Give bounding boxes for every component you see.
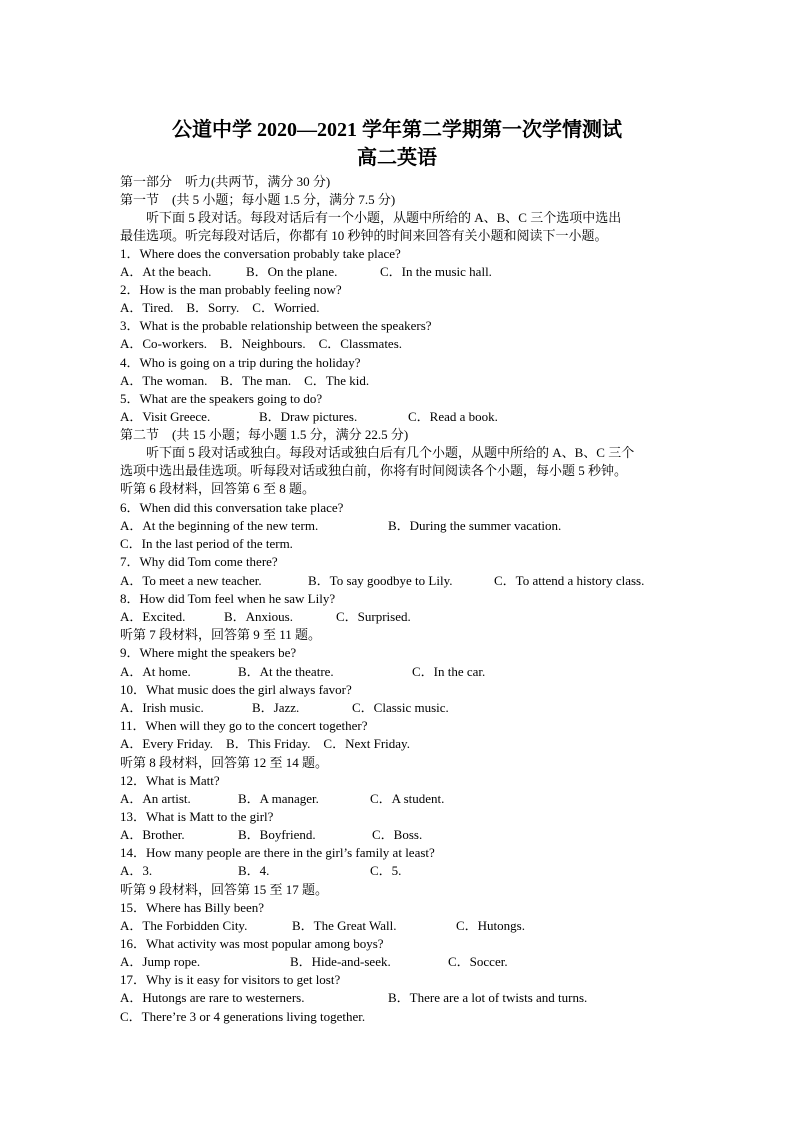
option: A．Jump rope.: [120, 954, 201, 969]
option: B．4.: [238, 863, 270, 878]
option: B．There are a lot of twists and turns.: [388, 990, 588, 1005]
options-line: A．The woman. B．The man. C．The kid.: [120, 373, 370, 388]
section-heading: 第一节 (共 5 小题；每小题 1.5 分，满分 7.5 分): [120, 192, 396, 207]
question: 8．How did Tom feel when he saw Lily?: [120, 591, 336, 606]
question: 13．What is Matt to the girl?: [120, 809, 274, 824]
question: 17．Why is it easy for visitors to get lost?: [120, 972, 341, 987]
option: C．Classic music.: [352, 700, 449, 715]
option: C．Soccer.: [448, 954, 508, 969]
option: C．Surprised.: [336, 609, 411, 624]
option: A．Visit Greece.: [120, 409, 211, 424]
option: B．Anxious.: [224, 609, 293, 624]
question: 7．Why did Tom come there?: [120, 554, 278, 569]
option: A．To meet a new teacher.: [120, 573, 262, 588]
instructions-line: 选项中选出最佳选项。听每段对话或独白前，你将有时间阅读各个小题，每小题 5 秒钟。: [120, 463, 628, 478]
page-subtitle: 高二英语: [357, 147, 437, 169]
options-line: A．Every Friday. B．This Friday. C．Next Friday.: [120, 736, 410, 751]
options-line: A．Tired. B．Sorry. C．Worried.: [120, 300, 320, 315]
option: A．At the beginning of the new term.: [120, 518, 319, 533]
material-heading: 听第 8 段材料，回答第 12 至 14 题。: [120, 755, 329, 770]
option: A．Excited.: [120, 609, 186, 624]
option: C．To attend a history class.: [494, 573, 645, 588]
option: C．Boss.: [372, 827, 423, 842]
option: C．In the music hall.: [380, 264, 492, 279]
option: B．On the plane.: [246, 264, 338, 279]
option: A．The Forbidden City.: [120, 918, 248, 933]
question: 12．What is Matt?: [120, 773, 220, 788]
option: C．Read a book.: [408, 409, 498, 424]
option: B．At the theatre.: [238, 664, 334, 679]
option: A．Brother.: [120, 827, 185, 842]
option: A．An artist.: [120, 791, 191, 806]
option: C．In the car.: [412, 664, 486, 679]
option: B．The Great Wall.: [292, 918, 397, 933]
question: 16．What activity was most popular among boys?: [120, 936, 384, 951]
material-heading: 听第 7 段材料，回答第 9 至 11 题。: [120, 627, 322, 642]
section-heading: 第二节 (共 15 小题；每小题 1.5 分，满分 22.5 分): [120, 427, 409, 442]
option: B．To say goodbye to Lily.: [308, 573, 453, 588]
option: C．In the last period of the term.: [120, 536, 293, 551]
option: A．Hutongs are rare to westerners.: [120, 990, 305, 1005]
option: C．5.: [370, 863, 402, 878]
option: C．There’re 3 or 4 generations living together.: [120, 1009, 366, 1024]
option: B．Draw pictures.: [259, 409, 358, 424]
option: B．Boyfriend.: [238, 827, 316, 842]
question: 11．When will they go to the concert together?: [120, 718, 368, 733]
option: C．A student.: [370, 791, 445, 806]
question: 10．What music does the girl always favor?: [120, 682, 352, 697]
option: A．Irish music.: [120, 700, 204, 715]
material-heading: 听第 9 段材料，回答第 15 至 17 题。: [120, 882, 329, 897]
option: B．Jazz.: [252, 700, 300, 715]
part-heading: 第一部分 听力(共两节，满分 30 分): [120, 174, 331, 189]
question: 9．Where might the speakers be?: [120, 645, 297, 660]
question: 15．Where has Billy been?: [120, 900, 265, 915]
instructions-line: 听下面 5 段对话或独白。每段对话或独白后有几个小题，从题中所给的 A、B、C 三个: [146, 445, 635, 460]
option: A．At home.: [120, 664, 191, 679]
option: B．Hide-and-seek.: [290, 954, 391, 969]
options-line: A．Co-workers. B．Neighbours. C．Classmates.: [120, 336, 403, 351]
question: 6．When did this conversation take place?: [120, 500, 344, 515]
option: A．At the beach.: [120, 264, 212, 279]
page-title: 公道中学 2020—2021 学年第二学期第一次学情测试: [172, 119, 622, 141]
question: 4．Who is going on a trip during the holiday?: [120, 355, 361, 370]
material-heading: 听第 6 段材料，回答第 6 至 8 题。: [120, 481, 316, 496]
question: 14．How many people are there in the girl’s family at least?: [120, 845, 435, 860]
option: A．3.: [120, 863, 153, 878]
instructions-line: 听下面 5 段对话。每段对话后有一个小题，从题中所给的 A、B、C 三个选项中选出: [146, 210, 622, 225]
option: C．Hutongs.: [456, 918, 525, 933]
instructions-line: 最佳选项。听完每段对话后，你都有 10 秒钟的时间来回答有关小题和阅读下一小题。: [120, 228, 608, 243]
question: 5．What are the speakers going to do?: [120, 391, 323, 406]
option: B．During the summer vacation.: [388, 518, 562, 533]
option: B．A manager.: [238, 791, 319, 806]
question: 2．How is the man probably feeling now?: [120, 282, 342, 297]
question: 3．What is the probable relationship between the speakers?: [120, 318, 432, 333]
question: 1．Where does the conversation probably take place?: [120, 246, 401, 261]
